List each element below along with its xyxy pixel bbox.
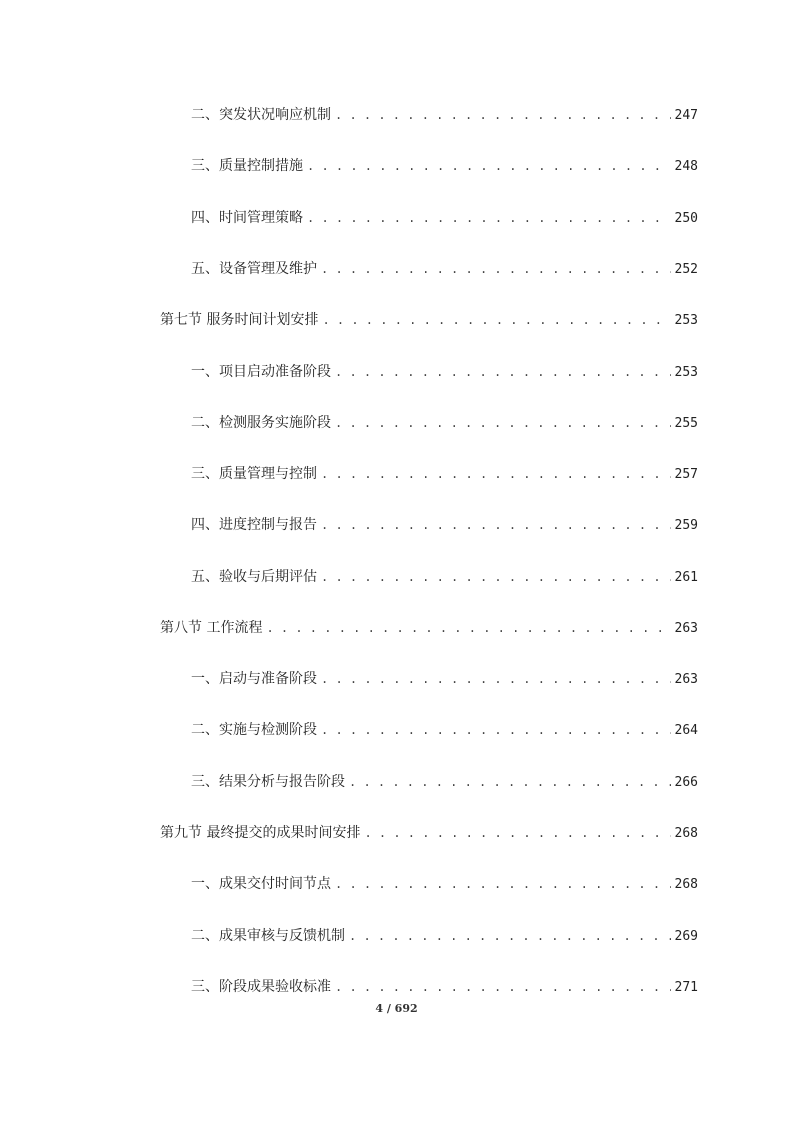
- toc-section-entry[interactable]: [0, 821, 793, 845]
- toc-section-entry[interactable]: [0, 308, 793, 332]
- toc-entry-page: 250: [674, 211, 698, 226]
- dot-leader: [321, 565, 671, 589]
- toc-entry[interactable]: [0, 103, 793, 127]
- toc-entry[interactable]: [0, 257, 793, 281]
- toc-entry-title: 一、项目启动准备阶段: [191, 364, 331, 380]
- dot-leader: [335, 360, 671, 384]
- toc-section-title: 第九节 最终提交的成果时间安排: [160, 825, 361, 841]
- toc-entry[interactable]: [0, 975, 793, 999]
- dot-leader: [266, 616, 670, 640]
- dot-leader: [335, 975, 671, 999]
- dot-leader: [321, 718, 671, 742]
- toc-entry-page: 261: [674, 570, 698, 585]
- toc-section-entry[interactable]: [0, 616, 793, 640]
- dot-leader: [307, 206, 671, 230]
- dot-leader: [321, 462, 671, 486]
- toc-entry-title: 三、质量管理与控制: [191, 466, 317, 482]
- toc-section-title: 第八节 工作流程: [160, 620, 263, 636]
- toc-entry-page: 248: [674, 159, 698, 174]
- toc-entry-title: 一、成果交付时间节点: [191, 876, 331, 892]
- toc-entry[interactable]: [0, 718, 793, 742]
- toc-entry[interactable]: [0, 513, 793, 537]
- toc-entry-title: 三、结果分析与报告阶段: [191, 774, 345, 790]
- toc-entry-page: 247: [674, 108, 698, 123]
- toc-section-title: 第七节 服务时间计划安排: [160, 312, 319, 328]
- toc-entry-page: 268: [674, 826, 698, 841]
- toc-entry[interactable]: [0, 565, 793, 589]
- dot-leader: [349, 924, 671, 948]
- toc-entry-title: 二、实施与检测阶段: [191, 722, 317, 738]
- toc-entry[interactable]: [0, 462, 793, 486]
- dot-leader: [321, 257, 671, 281]
- toc-entry-title: 五、设备管理及维护: [191, 261, 317, 277]
- toc-entry-page: 271: [674, 980, 698, 995]
- toc-entry-page: 266: [674, 775, 698, 790]
- page-number-footer: 4 / 692: [375, 1002, 418, 1015]
- dot-leader: [321, 667, 671, 691]
- dot-leader: [364, 821, 670, 845]
- dot-leader: [307, 154, 671, 178]
- toc-entry-title: 三、质量控制措施: [191, 158, 303, 174]
- toc-entry[interactable]: [0, 206, 793, 230]
- dot-leader: [335, 103, 671, 127]
- toc-entry-title: 四、时间管理策略: [191, 210, 303, 226]
- toc-entry[interactable]: [0, 360, 793, 384]
- toc-entry[interactable]: [0, 872, 793, 896]
- toc-entry-title: 二、成果审核与反馈机制: [191, 928, 345, 944]
- dot-leader: [335, 872, 671, 896]
- toc-entry[interactable]: [0, 154, 793, 178]
- dot-leader: [335, 411, 671, 435]
- toc-entry-title: 五、验收与后期评估: [191, 569, 317, 585]
- dot-leader: [322, 308, 670, 332]
- toc-entry-page: 259: [674, 518, 698, 533]
- toc-entry-page: 263: [674, 621, 698, 636]
- toc-entry-title: 四、进度控制与报告: [191, 517, 317, 533]
- toc-entry-page: 255: [674, 416, 698, 431]
- toc-entry-title: 三、阶段成果验收标准: [191, 979, 331, 995]
- toc-entry-page: 252: [674, 262, 698, 277]
- toc-entry-title: 一、启动与准备阶段: [191, 671, 317, 687]
- toc-entry[interactable]: [0, 411, 793, 435]
- dot-leader: [321, 513, 671, 537]
- toc-entry[interactable]: [0, 770, 793, 794]
- toc-entry-page: 264: [674, 723, 698, 738]
- toc-entry-page: 269: [674, 929, 698, 944]
- toc-entry-page: 263: [674, 672, 698, 687]
- toc-entry-page: 268: [674, 877, 698, 892]
- toc-entry-page: 253: [674, 365, 698, 380]
- toc-entry-title: 二、突发状况响应机制: [191, 107, 331, 123]
- toc-entry[interactable]: [0, 924, 793, 948]
- dot-leader: [349, 770, 671, 794]
- toc-entry-page: 257: [674, 467, 698, 482]
- toc-entry[interactable]: [0, 667, 793, 691]
- toc-entry-page: 253: [674, 313, 698, 328]
- toc-entry-title: 二、检测服务实施阶段: [191, 415, 331, 431]
